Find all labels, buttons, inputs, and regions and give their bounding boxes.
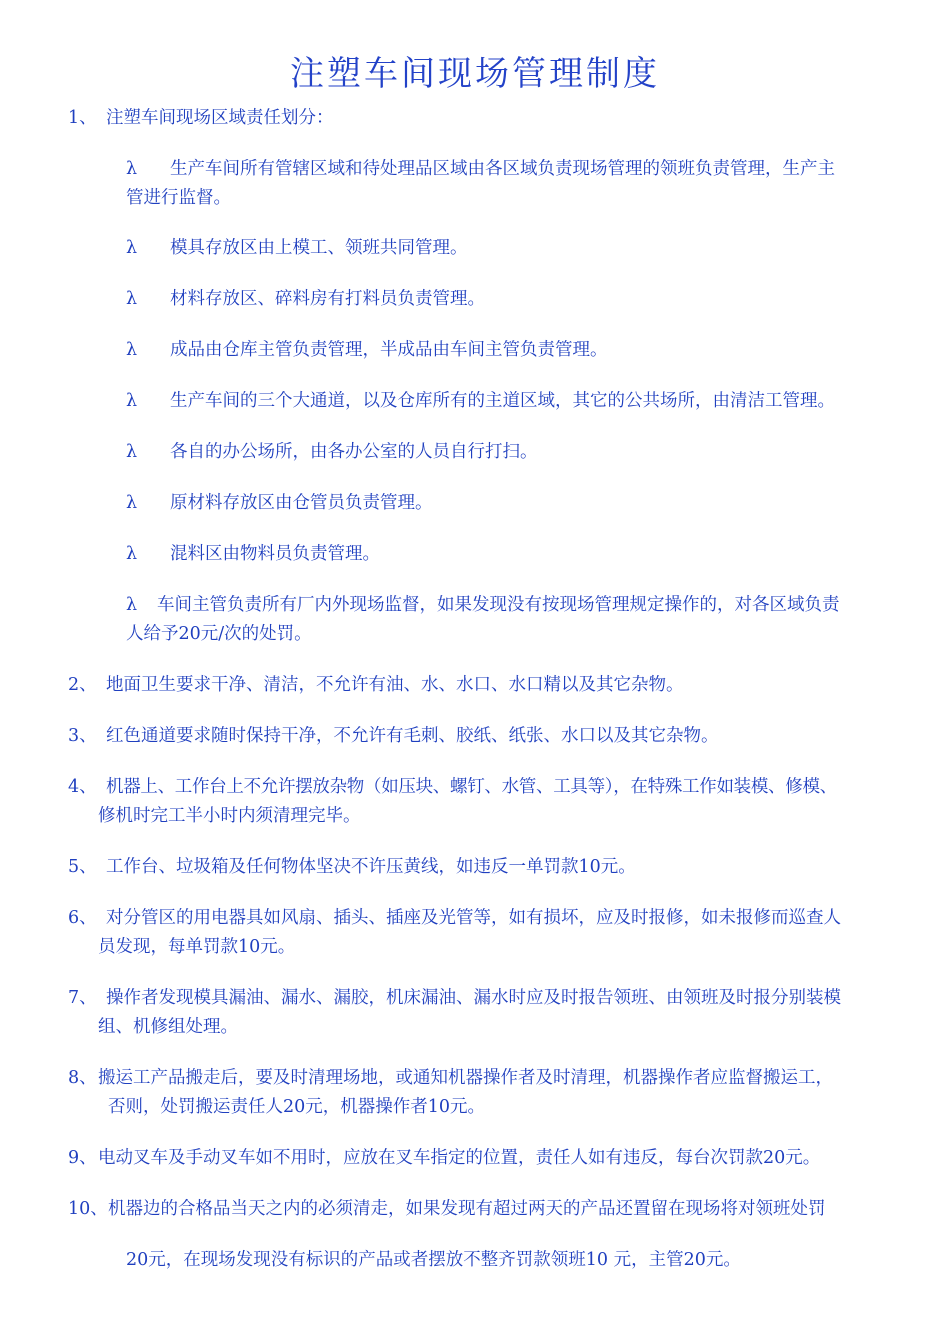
list-item xyxy=(68,671,684,700)
bullet-item xyxy=(126,489,433,518)
bullet-text-continued: 人给予20元/次的处罚。 xyxy=(126,624,312,644)
lambda-bullet-icon: λ xyxy=(126,238,138,258)
lambda-bullet-icon: λ xyxy=(126,340,138,360)
item-text: 搬运工产品搬走后，要及时清理场地，或通知机器操作者及时清理，机器操作者应监督搬运工， xyxy=(98,1068,833,1088)
list-item xyxy=(68,722,719,751)
item-number: 10、 xyxy=(68,1199,108,1219)
item-text: 红色通道要求随时保持干净，不允许有毛刺、胶纸、纸张、水口以及其它杂物。 xyxy=(106,726,719,746)
lambda-bullet-icon: λ xyxy=(126,442,138,462)
item-text: 电动叉车及手动叉车如不用时，应放在叉车指定的位置，责任人如有违反，每台次罚款20元。 xyxy=(98,1148,821,1168)
item-text: 机器上、工作台上不允许摆放杂物（如压块、螺钉、水管、工具等），在特殊工作如装模、修模、 xyxy=(106,777,837,797)
bullet-text: 车间主管负责所有厂内外现场监督，如果发现没有按现场管理规定操作的，对各区域负责 xyxy=(157,595,840,615)
item-number: 1、 xyxy=(68,108,97,128)
item-text: 工作台、垃圾箱及任何物体坚决不许压黄线，如违反一单罚款10元。 xyxy=(106,857,636,877)
bullet-text: 混料区由物料员负责管理。 xyxy=(170,544,380,564)
bullet-item xyxy=(126,387,835,416)
document-title: 注塑车间现场管理制度 xyxy=(290,54,660,94)
item-text-continued: 员发现，每单罚款10元。 xyxy=(98,937,296,957)
bullet-item xyxy=(126,234,468,263)
bullet-text-continued: 管进行监督。 xyxy=(126,188,231,208)
item-text-continued: 20元，在现场发现没有标识的产品或者摆放不整齐罚款领班10 元，主管20元。 xyxy=(126,1250,741,1270)
bullet-text: 模具存放区由上模工、领班共同管理。 xyxy=(170,238,468,258)
section-heading-text: 注塑车间现场区域责任划分： xyxy=(106,108,334,128)
list-item xyxy=(68,904,841,933)
bullet-text: 成品由仓库主管负责管理，半成品由车间主管负责管理。 xyxy=(170,340,608,360)
item-number: 5、 xyxy=(68,857,97,877)
item-number: 7、 xyxy=(68,988,97,1008)
list-item xyxy=(68,984,841,1013)
list-item xyxy=(68,773,837,802)
bullet-item xyxy=(126,285,485,314)
section-1-heading xyxy=(68,104,334,133)
bullet-text: 各自的办公场所，由各办公室的人员自行打扫。 xyxy=(170,442,538,462)
item-text: 地面卫生要求干净、清洁，不允许有油、水、水口、水口精以及其它杂物。 xyxy=(106,675,684,695)
bullet-text: 原材料存放区由仓管员负责管理。 xyxy=(170,493,433,513)
bullet-text: 生产车间的三个大通道，以及仓库所有的主道区域，其它的公共场所，由清洁工管理。 xyxy=(170,391,835,411)
item-number: 2、 xyxy=(68,675,97,695)
item-text: 操作者发现模具漏油、漏水、漏胶，机床漏油、漏水时应及时报告领班、由领班及时报分别装模 xyxy=(106,988,841,1008)
list-item xyxy=(68,1064,833,1093)
bullet-text: 生产车间所有管辖区域和待处理品区域由各区域负责现场管理的领班负责管理，生产主 xyxy=(170,159,835,179)
list-item xyxy=(68,1195,826,1224)
list-item xyxy=(68,853,636,882)
lambda-bullet-icon: λ xyxy=(126,595,138,615)
item-number: 9、 xyxy=(68,1148,97,1168)
bullet-item xyxy=(126,438,538,467)
lambda-bullet-icon: λ xyxy=(126,159,138,179)
bullet-item xyxy=(126,591,840,620)
item-text-continued: 组、机修组处理。 xyxy=(98,1017,238,1037)
lambda-bullet-icon: λ xyxy=(126,493,138,513)
item-text: 对分管区的用电器具如风扇、插头、插座及光管等，如有损坏，应及时报修，如未报修而巡查人 xyxy=(106,908,841,928)
bullet-item xyxy=(126,336,608,365)
item-number: 8、 xyxy=(68,1068,97,1088)
lambda-bullet-icon: λ xyxy=(126,391,138,411)
item-text-continued: 修机时完工半小时内须清理完毕。 xyxy=(98,806,361,826)
bullet-item xyxy=(126,155,835,184)
bullet-text: 材料存放区、碎料房有打料员负责管理。 xyxy=(170,289,485,309)
item-number: 3、 xyxy=(68,726,97,746)
item-number: 6、 xyxy=(68,908,97,928)
list-item xyxy=(68,1144,820,1173)
lambda-bullet-icon: λ xyxy=(126,544,138,564)
bullet-item xyxy=(126,540,380,569)
lambda-bullet-icon: λ xyxy=(126,289,138,309)
item-number: 4、 xyxy=(68,777,97,797)
item-text-continued: 否则，处罚搬运责任人20元，机器操作者10元。 xyxy=(108,1097,486,1117)
item-text: 机器边的合格品当天之内的必须清走，如果发现有超过两天的产品还置留在现场将对领班处罚 xyxy=(108,1199,826,1219)
